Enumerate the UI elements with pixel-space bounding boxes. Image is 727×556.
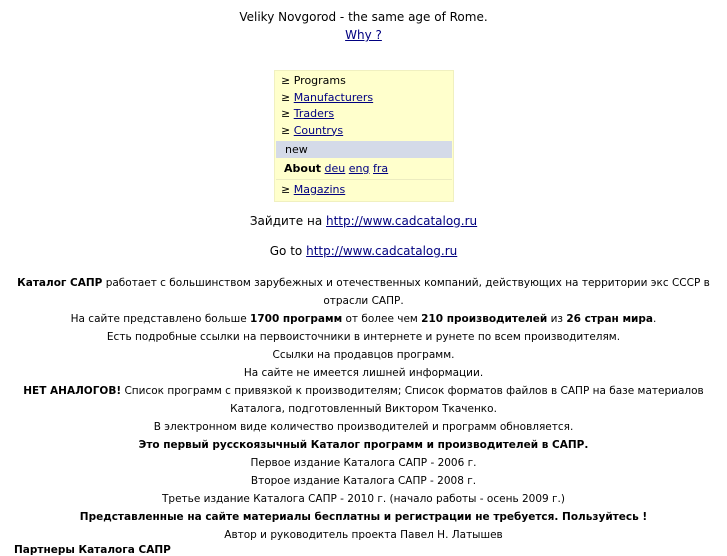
bullet-icon: ≥	[281, 107, 291, 120]
menu-item-label: Programs	[293, 74, 346, 87]
description	[0, 274, 727, 544]
goto-ru-link[interactable]: http://www.cadcatalog.ru	[326, 214, 478, 228]
text-line	[0, 310, 727, 328]
about-row	[275, 159, 453, 179]
text-bold: Каталог САПР	[17, 277, 103, 289]
text-line: Это первый русскоязычный Каталог программ и производителей в САПР.	[138, 439, 589, 451]
why-link[interactable]: Why ?	[345, 28, 382, 42]
bullet-icon: ≥	[281, 90, 291, 104]
text-line: Первое издание Каталога САПР - 2006 г.	[250, 457, 477, 469]
text-bold: 1700 программ	[250, 313, 343, 325]
text-span: Список программ с привязкой к производителям; Список форматов файлов в САПР на базе материалов Каталога, подготовленный Виктором Ткаченко.	[121, 385, 704, 415]
text-line: Представленные на сайте материалы бесплатны и регистрации не требуется. Пользуйтесь !	[79, 511, 648, 523]
text-span: работает с большинством зарубежных и отечественных компаний, действующих на территории экс СССР в отрасли САПР.	[102, 277, 710, 307]
text-span: от более чем	[342, 313, 422, 325]
partners-heading: Партнеры Каталога САПР	[14, 544, 171, 556]
menu-item-countrys[interactable]	[275, 123, 453, 140]
bullet-icon: ≥	[281, 74, 291, 87]
goto-en-line	[0, 244, 727, 258]
menu-item-programs[interactable]	[275, 71, 453, 90]
text-span: .	[653, 313, 657, 325]
text-span: На сайте представлено больше	[70, 313, 251, 325]
header	[0, 8, 727, 44]
about-label: About	[284, 162, 322, 175]
goto-ru-line	[0, 214, 727, 228]
text-span: из	[547, 313, 567, 325]
goto-ru-prefix: Зайдите на	[249, 214, 323, 228]
goto-en-prefix: Go to	[269, 244, 303, 258]
menu-item-magazins[interactable]	[275, 180, 453, 200]
text-line: Второе издание Каталога САПР - 2008 г.	[250, 475, 477, 487]
menu-item-manufacturers[interactable]	[275, 90, 453, 107]
menu-item-label: Traders	[293, 107, 335, 120]
lang-eng-link[interactable]: eng	[348, 162, 370, 175]
text-line: На сайте не имеется лишней информации.	[243, 367, 484, 379]
text-line	[0, 274, 727, 310]
text-line: Автор и руководитель проекта Павел Н. Латышев	[224, 529, 503, 541]
nav-menu	[274, 70, 454, 202]
menu-item-label: Magazins	[293, 183, 346, 196]
menu-item-new[interactable]: new	[276, 141, 452, 158]
lang-fra-link[interactable]: fra	[373, 162, 389, 175]
text-line	[0, 382, 727, 418]
menu-item-label: Countrys	[293, 123, 344, 137]
tagline: Veliky Novgorod - the same age of Rome.	[239, 10, 488, 24]
text-bold: НЕТ АНАЛОГОВ!	[23, 385, 122, 397]
text-line: В электронном виде количество производителей и программ обновляется.	[153, 421, 574, 433]
lang-deu-link[interactable]: deu	[324, 162, 346, 175]
bullet-icon: ≥	[281, 183, 291, 196]
text-bold: 210 производителей	[421, 313, 548, 325]
menu-item-label: Manufacturers	[293, 90, 374, 104]
text-bold: 26 стран мира	[566, 313, 653, 325]
menu-item-traders[interactable]	[275, 106, 453, 123]
text-line: Есть подробные ссылки на первоисточники в интернете и рунете по всем производителям.	[106, 331, 621, 343]
goto-en-link[interactable]: http://www.cadcatalog.ru	[306, 244, 458, 258]
text-line: Ссылки на продавцов программ.	[272, 349, 455, 361]
text-line: Третье издание Каталога САПР - 2010 г. (начало работы - осень 2009 г.)	[162, 493, 565, 505]
bullet-icon: ≥	[281, 123, 291, 137]
